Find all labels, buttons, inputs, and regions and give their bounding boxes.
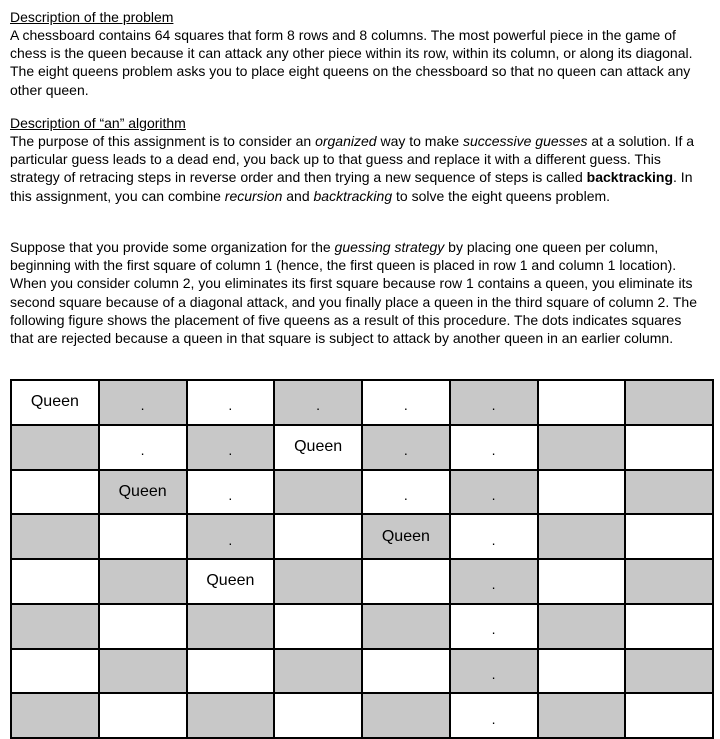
board-row — [11, 649, 713, 694]
rejected-square: . — [450, 604, 538, 649]
rejected-square: . — [187, 425, 275, 470]
board-square — [538, 380, 626, 425]
rejected-square: . — [450, 649, 538, 694]
board-square — [625, 693, 713, 738]
board-row — [11, 380, 713, 425]
board-square — [187, 604, 275, 649]
board-row — [11, 604, 713, 649]
board-square — [274, 514, 362, 559]
queen-square: Queen — [11, 380, 99, 425]
board-square — [11, 559, 99, 604]
board-square — [99, 693, 187, 738]
rejected-square: . — [187, 514, 275, 559]
board-square — [362, 693, 450, 738]
rejected-square: . — [187, 470, 275, 515]
algorithm-paragraph: The purpose of this assignment is to consider an organized way to make successive guesses at a solution. If a particular guess leads to a dead end, you back up to that guess and replace it with a different guess. This strategy of retracing steps in reverse order and then trying a new sequence of steps is called backtracking. In this assignment, you can combine recursion and backtracking to solve the eight queens problem. — [10, 133, 695, 204]
board-square — [11, 649, 99, 694]
rejected-square: . — [99, 380, 187, 425]
board-square — [625, 559, 713, 604]
board-square — [274, 470, 362, 515]
rejected-square: . — [450, 693, 538, 738]
board-square — [538, 514, 626, 559]
problem-paragraph: A chessboard contains 64 squares that form 8 rows and 8 columns. The most powerful piece in the game of chess is the queen because it can attack any other piece within its row, within its column, or along its diagonal. The eight queens problem asks you to place eight queens on the chessboard so that no queen can attack any other queen. — [10, 27, 693, 98]
queen-square: Queen — [187, 559, 275, 604]
board-square — [274, 693, 362, 738]
board-square — [11, 425, 99, 470]
board-square — [274, 559, 362, 604]
algorithm-heading: Description of “an” algorithm — [10, 115, 186, 131]
rejected-square: . — [450, 425, 538, 470]
board-square — [362, 559, 450, 604]
board-row — [11, 559, 713, 604]
board-square — [538, 604, 626, 649]
board-square — [538, 559, 626, 604]
board-square — [362, 649, 450, 694]
strategy-paragraph: Suppose that you provide some organization for the guessing strategy by placing one queen per column, beginning with the first square of column 1 (hence, the first queen is placed in row 1 and column 1 location). When you consider column 2, you eliminates its first square because row 1 contains a queen, you eliminate its second square because of a diagonal attack, and you finally place a queen in the third square of column 2. The following figure shows the placement of five queens as a result of this procedure. The dots indicates squares that are rejected because a queen in that square is subject to attack by another queen in an earlier column. — [10, 239, 697, 347]
board-square — [625, 425, 713, 470]
queen-square: Queen — [99, 470, 187, 515]
board-square — [625, 514, 713, 559]
board-square — [538, 649, 626, 694]
board-square — [11, 604, 99, 649]
board-square — [625, 380, 713, 425]
rejected-square: . — [274, 380, 362, 425]
rejected-square: . — [362, 470, 450, 515]
board-row — [11, 514, 713, 559]
queen-square: Queen — [274, 425, 362, 470]
board-square — [538, 693, 626, 738]
board-square — [99, 604, 187, 649]
board-square — [187, 649, 275, 694]
board-square — [625, 649, 713, 694]
rejected-square: . — [187, 380, 275, 425]
board-row — [11, 470, 713, 515]
board-square — [11, 514, 99, 559]
board-row — [11, 425, 713, 470]
queen-square: Queen — [362, 514, 450, 559]
problem-heading: Description of the problem — [10, 9, 174, 25]
board-square — [274, 649, 362, 694]
rejected-square: . — [450, 559, 538, 604]
rejected-square: . — [99, 425, 187, 470]
board-square — [187, 693, 275, 738]
board-row — [11, 693, 713, 738]
rejected-square: . — [362, 425, 450, 470]
board-square — [11, 470, 99, 515]
board-square — [625, 604, 713, 649]
board-square — [538, 425, 626, 470]
rejected-square: . — [450, 514, 538, 559]
board-square — [274, 604, 362, 649]
board-square — [99, 514, 187, 559]
board-square — [99, 649, 187, 694]
board-square — [538, 470, 626, 515]
rejected-square: . — [450, 470, 538, 515]
board-square — [362, 604, 450, 649]
chessboard — [10, 379, 714, 739]
board-square — [99, 559, 187, 604]
rejected-square: . — [362, 380, 450, 425]
board-square — [625, 470, 713, 515]
board-square — [11, 693, 99, 738]
rejected-square: . — [450, 380, 538, 425]
